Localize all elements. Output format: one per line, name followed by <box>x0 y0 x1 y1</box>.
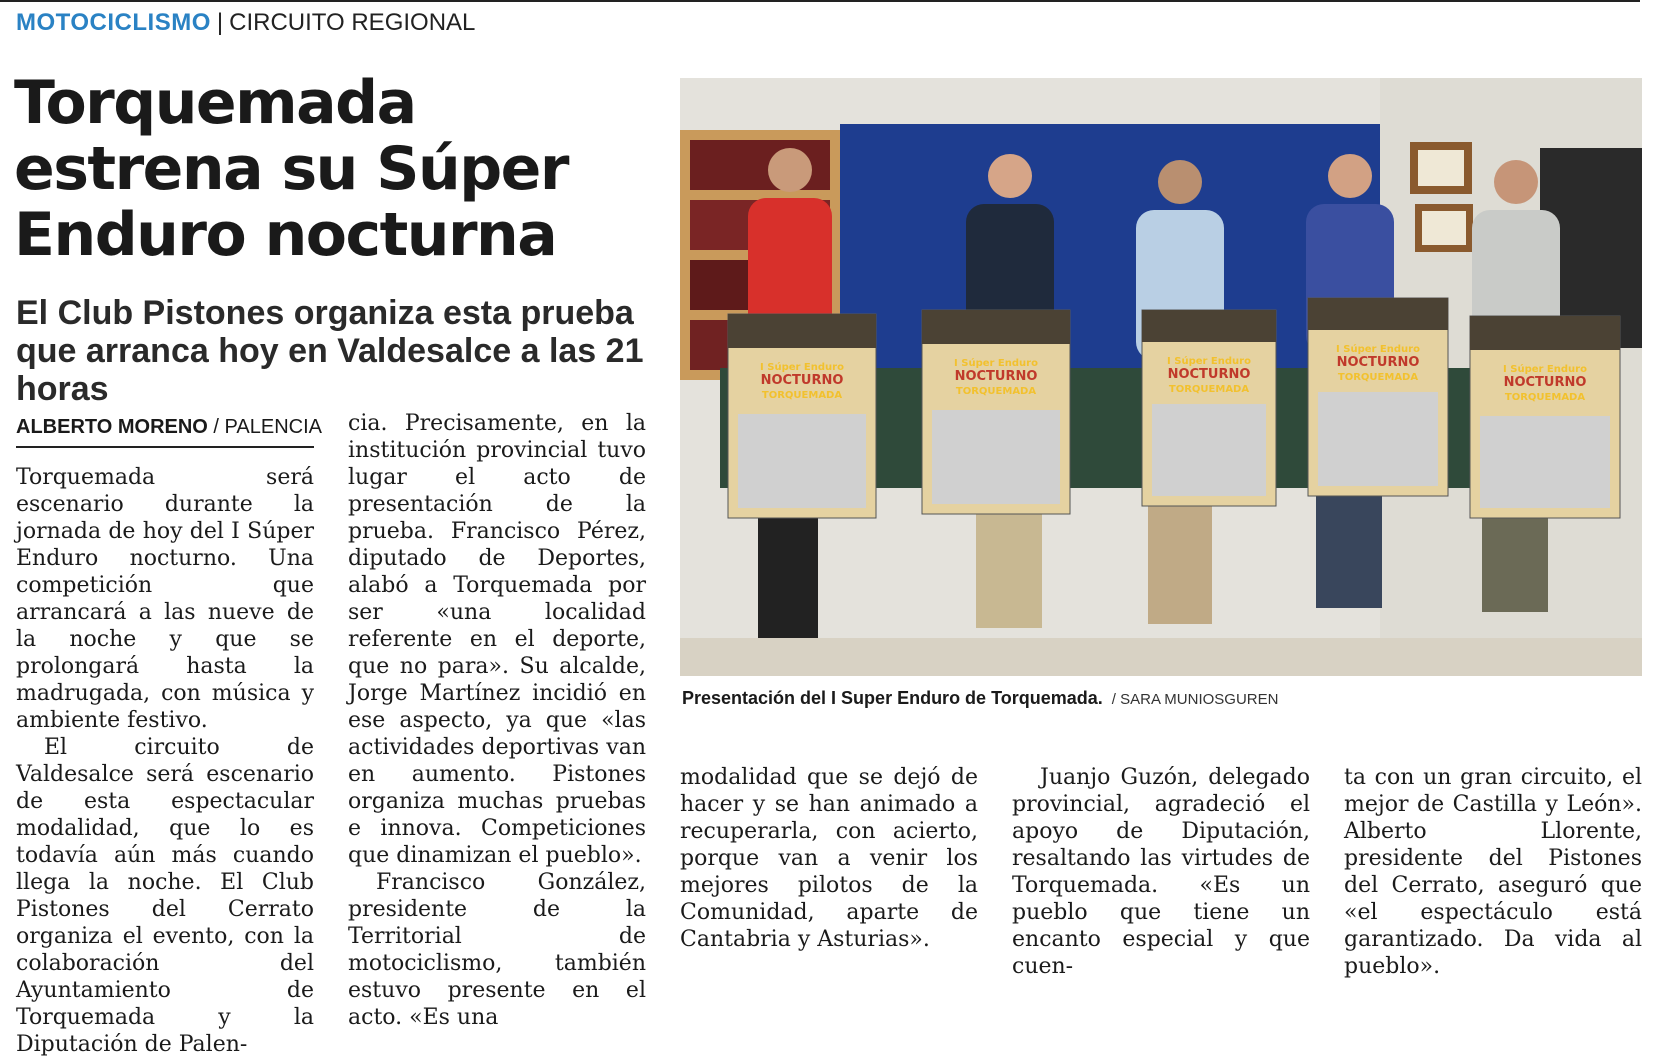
poster-title: NOCTURNO <box>1336 355 1420 370</box>
poster-title: NOCTURNO <box>760 373 844 388</box>
paragraph: Torquemada será escenario durante la jornada de hoy del I Súper Enduro nocturno. Una competición que arrancará a las nueve de la noche y que se prolongará hasta la madrugada, con música y ambiente festivo. <box>16 465 314 733</box>
subheadline: El Club Pistones organiza esta prueba que arranca hoy en Valdesalce a las 21 horas <box>16 294 644 408</box>
poster-title: NOCTURNO <box>1167 367 1251 382</box>
photo-floor <box>680 638 1642 676</box>
section-tag: MOTOCICLISMO <box>16 9 211 36</box>
poster-title: NOCTURNO <box>1503 375 1587 390</box>
byline-location: / PALENCIA <box>213 416 322 438</box>
article-column-1 <box>16 464 314 1058</box>
poster-title: TORQUEMADA <box>761 390 843 401</box>
poster-title: I Súper Enduro <box>1336 344 1420 355</box>
poster-title: TORQUEMADA <box>955 386 1037 397</box>
blue-backdrop <box>840 124 1380 378</box>
paragraph: cia. Precisamente, en la institución provincial tuvo lugar el acto de presentación de la prueba. Francisco Pérez, diputado de Deportes, alabó a Torquemada por ser «una localidad referente en el deporte, que no para». Su alcalde, Jorge Martínez incidió en ese aspecto, ya que «las actividades deportivas van en aumento. Pistones organiza muchas pruebas e innova. Competiciones que dinamizan el pueblo». <box>348 411 646 868</box>
article-column-5 <box>1344 764 1642 980</box>
poster-title: NOCTURNO <box>954 369 1038 384</box>
photo-credit: / SARA MUNIOSGUREN <box>1111 691 1279 708</box>
poster-1 <box>728 314 876 518</box>
poster-4 <box>1308 298 1448 496</box>
byline <box>16 414 322 448</box>
caption-text: Presentación del I Super Enduro de Torquemada. <box>682 688 1103 708</box>
poster-title: I Súper Enduro <box>760 362 844 373</box>
top-rule <box>0 0 1640 2</box>
paragraph: ta con un gran circuito, el mejor de Castilla y León». Alberto Llorente, presidente del Pistones del Cerrato, aseguró que «el espectáculo está garantizado. Da vida al pueblo». <box>1344 765 1642 979</box>
article-column-4 <box>1012 764 1310 980</box>
section-header <box>16 8 475 38</box>
poster-title: TORQUEMADA <box>1168 384 1250 395</box>
section-subtitle: CIRCUITO REGIONAL <box>229 9 476 36</box>
poster-title: I Súper Enduro <box>1503 364 1587 375</box>
paragraph: modalidad que se dejó de hacer y se han animado a recuperarla, con acierto, porque van a venir los mejores pilotos de la Comunidad, aparte de Cantabria y Asturias». <box>680 765 978 952</box>
poster-title: TORQUEMADA <box>1337 372 1419 383</box>
poster-title: TORQUEMADA <box>1504 392 1586 403</box>
headline: Torquemada estrena su Súper Enduro nocturna <box>14 68 568 270</box>
paragraph: Francisco González, presidente de la Territorial de motociclismo, también estuvo presente en el acto. «Es una <box>348 870 646 1030</box>
section-separator: | <box>216 9 224 36</box>
poster-3 <box>1142 310 1276 506</box>
poster-5 <box>1470 316 1620 518</box>
photo-caption <box>682 686 1278 712</box>
paragraph: El circuito de Valdesalce será escenario de esta espectacular modalidad, que lo es todavía aún más cuando llega la noche. El Club Pistones del Cerrato organiza el evento, con la colaboración del Ayuntamiento de Torquemada y la Diputación de Palen- <box>16 735 314 1057</box>
poster-title: I Súper Enduro <box>954 358 1038 369</box>
poster-title: I Súper Enduro <box>1167 356 1251 367</box>
byline-author: ALBERTO MORENO <box>16 416 208 438</box>
paragraph: Juanjo Guzón, delegado provincial, agradeció el apoyo de Diputación, resaltando las virtudes de Torquemada. «Es un pueblo que tiene un encanto especial y que cuen- <box>1012 765 1310 979</box>
poster-2 <box>922 310 1070 514</box>
article-column-3 <box>680 764 978 953</box>
news-photo <box>680 78 1642 676</box>
article-column-2 <box>348 410 646 1031</box>
